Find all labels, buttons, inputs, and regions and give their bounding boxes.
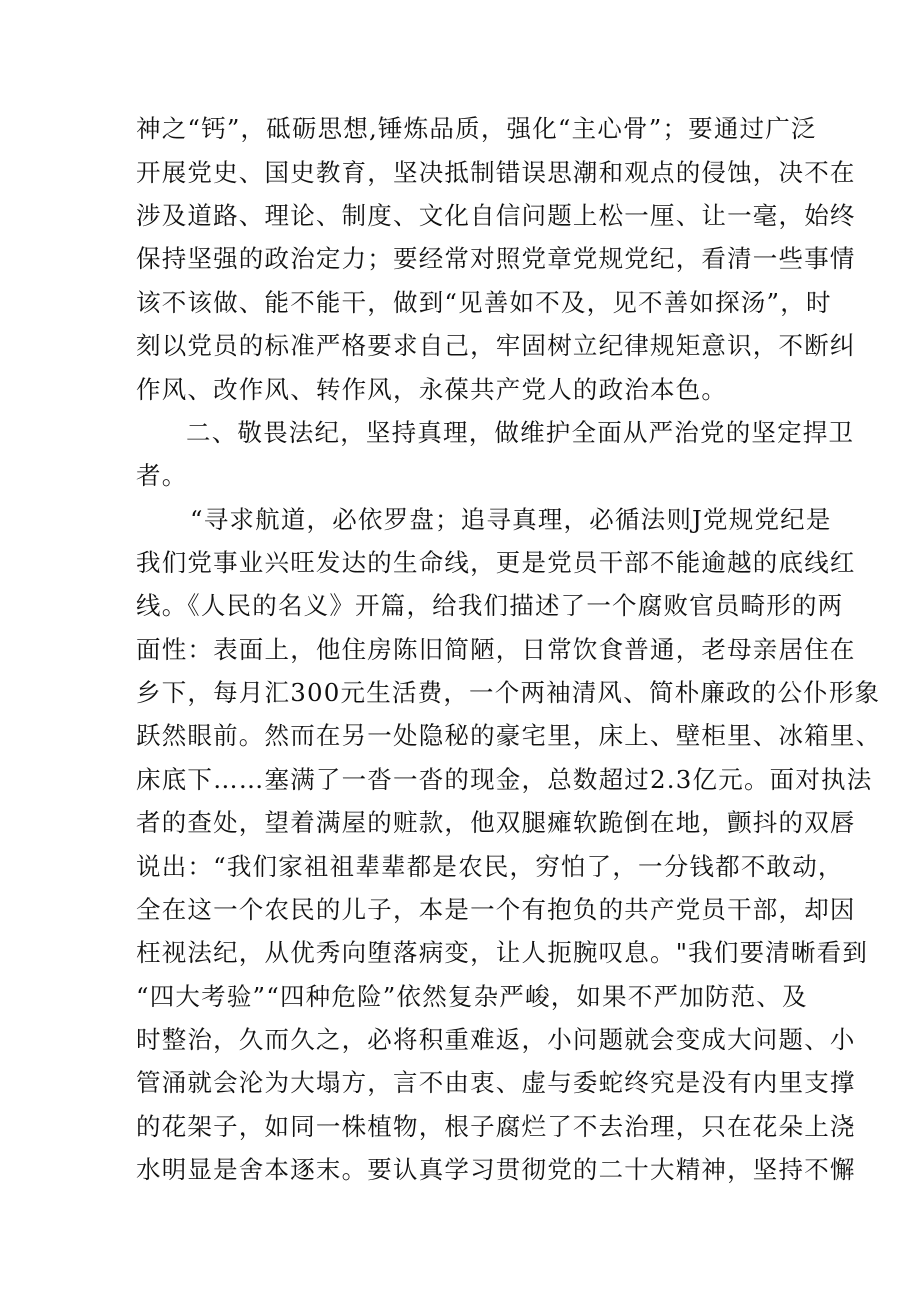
text-line: 神之“钙”，砥砺思想,锤炼品质，强化“主心骨”；要通过广泛 [136,114,817,143]
text-line: 跃然眼前。然而在另一处隐秘的豪宅里，床上、壁柜里、冰箱里、 [136,721,882,750]
section-heading-line: 者。 [136,461,188,490]
text-line: 开展党史、国史教育，坚决抵制错误思潮和观点的侵蚀，决不在 [136,158,856,187]
section-heading-line: 二、敬畏法纪，坚持真理，做维护全面从严治党的坚定捍卫 [186,418,855,447]
text-line: 管涌就会沦为大塌方，言不由衷、虚与委蛇终究是没有内里支撑 [136,1068,856,1097]
text-line: 我们党事业兴旺发达的生命线，更是党员干部不能逾越的底线红 [136,548,856,577]
text-line: 的花架子，如同一株植物，根子腐烂了不去治理，只在花朵上浇 [136,1112,856,1141]
text-line: 作风、改作风、转作风，永葆共产党人的政治本色。 [136,375,728,404]
text-line: 者的查处，望着满屋的赃款，他双腿瘫软跪倒在地，颤抖的双唇 [136,808,856,837]
text-line: 刻以党员的标准严格要求自己，牢固树立纪律规矩意识，不断纠 [136,331,856,360]
text-line: 时整治，久而久之，必将积重难返，小问题就会变成大问题、小 [136,1025,856,1054]
text-line: 面性：表面上，他住房陈旧简陋，日常饮食普通，老母亲居住在 [136,635,856,664]
text-line: 涉及道路、理论、制度、文化自信问题上松一厘、让一毫，始终 [136,201,856,230]
text-line: 枉视法纪，从优秀向堕落病变，让人扼腕叹息。"我们要清晰看到 [136,938,869,967]
text-line: 乡下，每月汇300元生活费，一个两袖清风、简朴廉政的公仆形象 [136,678,881,707]
text-line: 保持坚强的政治定力；要经常对照党章党规党纪，看清一些事情 [136,244,856,273]
text-line: 说出：“我们家祖祖辈辈都是农民，穷怕了，一分钱都不敢动， [136,852,844,881]
text-line: “四大考验”“四种危险”依然复杂严峻，如果不严加防范、及 [136,982,808,1011]
text-line: “寻求航道，必依罗盘；追寻真理，必循法则J党规党纪是 [190,505,832,534]
text-line: 水明显是舍本逐末。要认真学习贯彻党的二十大精神，坚持不懈 [136,1155,856,1184]
text-line: 该不该做、能不能干，做到“见善如不及，见不善如探汤”，时 [136,288,832,317]
text-line: 全在这一个农民的儿子，本是一个有抱负的共产党员干部，却因 [136,895,856,924]
text-line: 线。《人民的名义》开篇，给我们描述了一个腐败官员畸形的两 [136,591,844,620]
text-line: 床底下……塞满了一沓一沓的现金，总数超过2.3亿元。面对执法 [136,765,873,794]
